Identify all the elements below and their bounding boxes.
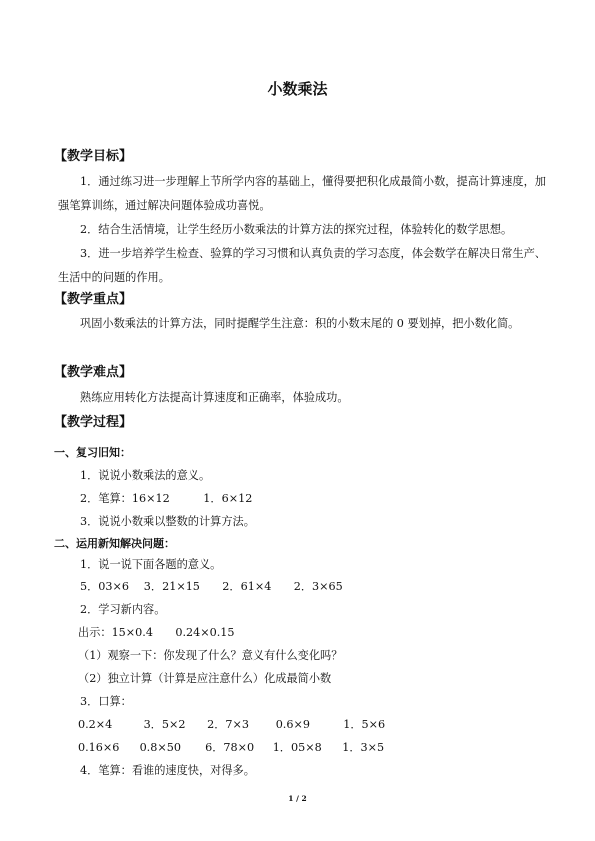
objective-item-3: 3．进一步培养学生检查、验算的学习习惯和认真负责的学习态度，体会数学在解决日常生产、生活中的问题的作用。 [58,247,546,284]
part2-line-4: 出示：15×0.4 0.24×0.15 [78,626,235,639]
mental-math-item: 0.2×4 [78,718,113,731]
part1-heading: 一、复习旧知： [54,446,131,459]
part2-line-6: （2）独立计算（计算是应注意什么）化成最简小数 [78,672,332,685]
page-indicator: 1 / 2 [288,794,307,803]
mental-math-row-2 [78,739,384,755]
difficulties-heading: 【教学难点】 [54,365,133,380]
mental-math-item: 0.8×50 [139,741,181,754]
mental-math-row-1 [78,716,385,732]
page-title: 小数乘法 [267,80,328,98]
part2-last-line: 4．笔算：看谁的速度快，对得多。 [80,764,255,777]
mental-math-item: 0.16×6 [78,741,120,754]
difficulties-text: 熟练应用转化方法提高计算速度和正确率，体验成功。 [80,391,349,404]
part1-line-1: 1．说说小数乘法的意义。 [80,469,211,482]
part2-line-7: 3．口算： [80,695,132,708]
key-points-text: 巩固小数乘法的计算方法，同时提醒学生注意：积的小数末尾的 0 要划掉，把小数化简。 [80,317,520,330]
part2-line-1: 1．说一说下面各题的意义。 [80,558,222,571]
part1-line-2: 2．笔算：16×12 1．6×12 [80,492,253,505]
part1-line-3: 3．说说小数乘以整数的计算方法。 [80,515,255,528]
mental-math-item: 2．7×3 [207,718,250,731]
key-points-heading: 【教学重点】 [54,292,133,307]
part2-line-2: 5．03×6 3．21×15 2．61×4 2．3×65 [80,580,343,593]
mental-math-item: 1．3×5 [342,741,385,754]
part2-heading: 二、运用新知解决问题： [54,537,175,550]
mental-math-item: 1．05×8 [272,741,322,754]
mental-math-item: 1．5×6 [343,718,386,731]
part2-line-5: （1）观察一下：你发现了什么？意义有什么变化吗？ [78,649,343,662]
mental-math-item: 3．5×2 [143,718,186,731]
objectives-heading: 【教学目标】 [54,149,133,164]
objective-item-2: 2．结合生活情境，让学生经历小数乘法的计算方法的探究过程，体验转化的数学思想。 [80,223,513,236]
mental-math-item: 6．78×0 [205,741,255,754]
mental-math-item: 0.6×9 [275,718,310,731]
part2-line-3: 2．学习新内容。 [80,603,166,616]
process-heading: 【教学过程】 [54,415,133,430]
objective-item-1: 1．通过练习进一步理解上节所学内容的基础上，懂得要把积化成最简小数，提高计算速度，加强笔算训练，通过解决问题体验成功喜悦。 [58,175,546,212]
